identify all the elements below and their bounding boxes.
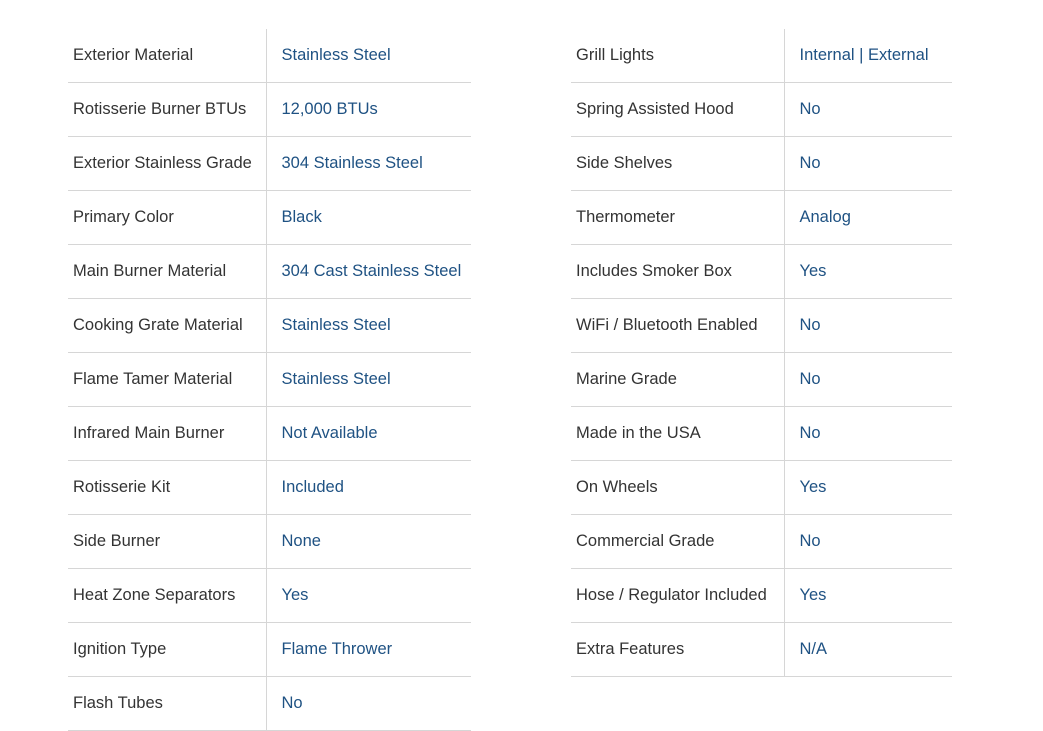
spec-value: No	[784, 299, 952, 353]
spec-row	[68, 83, 471, 137]
spec-label: Extra Features	[571, 623, 784, 677]
spec-value: Yes	[784, 245, 952, 299]
spec-label: WiFi / Bluetooth Enabled	[571, 299, 784, 353]
spec-value: Stainless Steel	[266, 299, 471, 353]
spec-value: N/A	[784, 623, 952, 677]
spec-row	[68, 515, 471, 569]
spec-row	[68, 191, 471, 245]
spec-row	[571, 569, 952, 623]
spec-row	[68, 623, 471, 677]
spec-row	[571, 353, 952, 407]
spec-label: Exterior Material	[68, 29, 266, 83]
spec-label: Main Burner Material	[68, 245, 266, 299]
spec-value: Internal | External	[784, 29, 952, 83]
spec-value: No	[784, 407, 952, 461]
spec-label: Rotisserie Burner BTUs	[68, 83, 266, 137]
spec-row	[68, 29, 471, 83]
spec-value: Black	[266, 191, 471, 245]
spec-row	[68, 353, 471, 407]
spec-label: Hose / Regulator Included	[571, 569, 784, 623]
spec-label: Side Burner	[68, 515, 266, 569]
spec-value: 304 Cast Stainless Steel	[266, 245, 471, 299]
spec-row	[68, 245, 471, 299]
spec-value: Yes	[266, 569, 471, 623]
spec-value: 304 Stainless Steel	[266, 137, 471, 191]
spec-value: Yes	[784, 461, 952, 515]
spec-row	[68, 299, 471, 353]
spec-value: No	[784, 83, 952, 137]
spec-label: Flame Tamer Material	[68, 353, 266, 407]
spec-value: No	[784, 515, 952, 569]
spec-label: Made in the USA	[571, 407, 784, 461]
spec-value: Yes	[784, 569, 952, 623]
left-spec-table	[68, 29, 471, 731]
spec-label: Infrared Main Burner	[68, 407, 266, 461]
spec-label: Spring Assisted Hood	[571, 83, 784, 137]
spec-row	[571, 461, 952, 515]
spec-row	[571, 245, 952, 299]
spec-row	[68, 461, 471, 515]
spec-row	[571, 191, 952, 245]
spec-label: Ignition Type	[68, 623, 266, 677]
spec-label: Flash Tubes	[68, 677, 266, 731]
spec-label: Primary Color	[68, 191, 266, 245]
spec-row	[571, 137, 952, 191]
spec-label: Commercial Grade	[571, 515, 784, 569]
spec-label: Side Shelves	[571, 137, 784, 191]
spec-label: Exterior Stainless Grade	[68, 137, 266, 191]
spec-value: None	[266, 515, 471, 569]
spec-row	[571, 515, 952, 569]
spec-row	[68, 569, 471, 623]
spec-label: Grill Lights	[571, 29, 784, 83]
spec-row	[68, 677, 471, 731]
spec-label: Heat Zone Separators	[68, 569, 266, 623]
spec-label: On Wheels	[571, 461, 784, 515]
spec-value: No	[266, 677, 471, 731]
spec-row	[571, 623, 952, 677]
spec-row	[571, 407, 952, 461]
spec-value: Analog	[784, 191, 952, 245]
spec-value: No	[784, 353, 952, 407]
spec-label: Cooking Grate Material	[68, 299, 266, 353]
right-spec-table	[571, 29, 952, 677]
spec-row	[571, 299, 952, 353]
spec-row	[571, 83, 952, 137]
spec-label: Rotisserie Kit	[68, 461, 266, 515]
spec-label: Thermometer	[571, 191, 784, 245]
spec-value: Flame Thrower	[266, 623, 471, 677]
spec-value: Not Available	[266, 407, 471, 461]
spec-value: Stainless Steel	[266, 353, 471, 407]
spec-row	[571, 29, 952, 83]
spec-label: Includes Smoker Box	[571, 245, 784, 299]
spec-value: No	[784, 137, 952, 191]
spec-value: Stainless Steel	[266, 29, 471, 83]
spec-label: Marine Grade	[571, 353, 784, 407]
spec-row	[68, 137, 471, 191]
spec-value: Included	[266, 461, 471, 515]
spec-value: 12,000 BTUs	[266, 83, 471, 137]
spec-row	[68, 407, 471, 461]
